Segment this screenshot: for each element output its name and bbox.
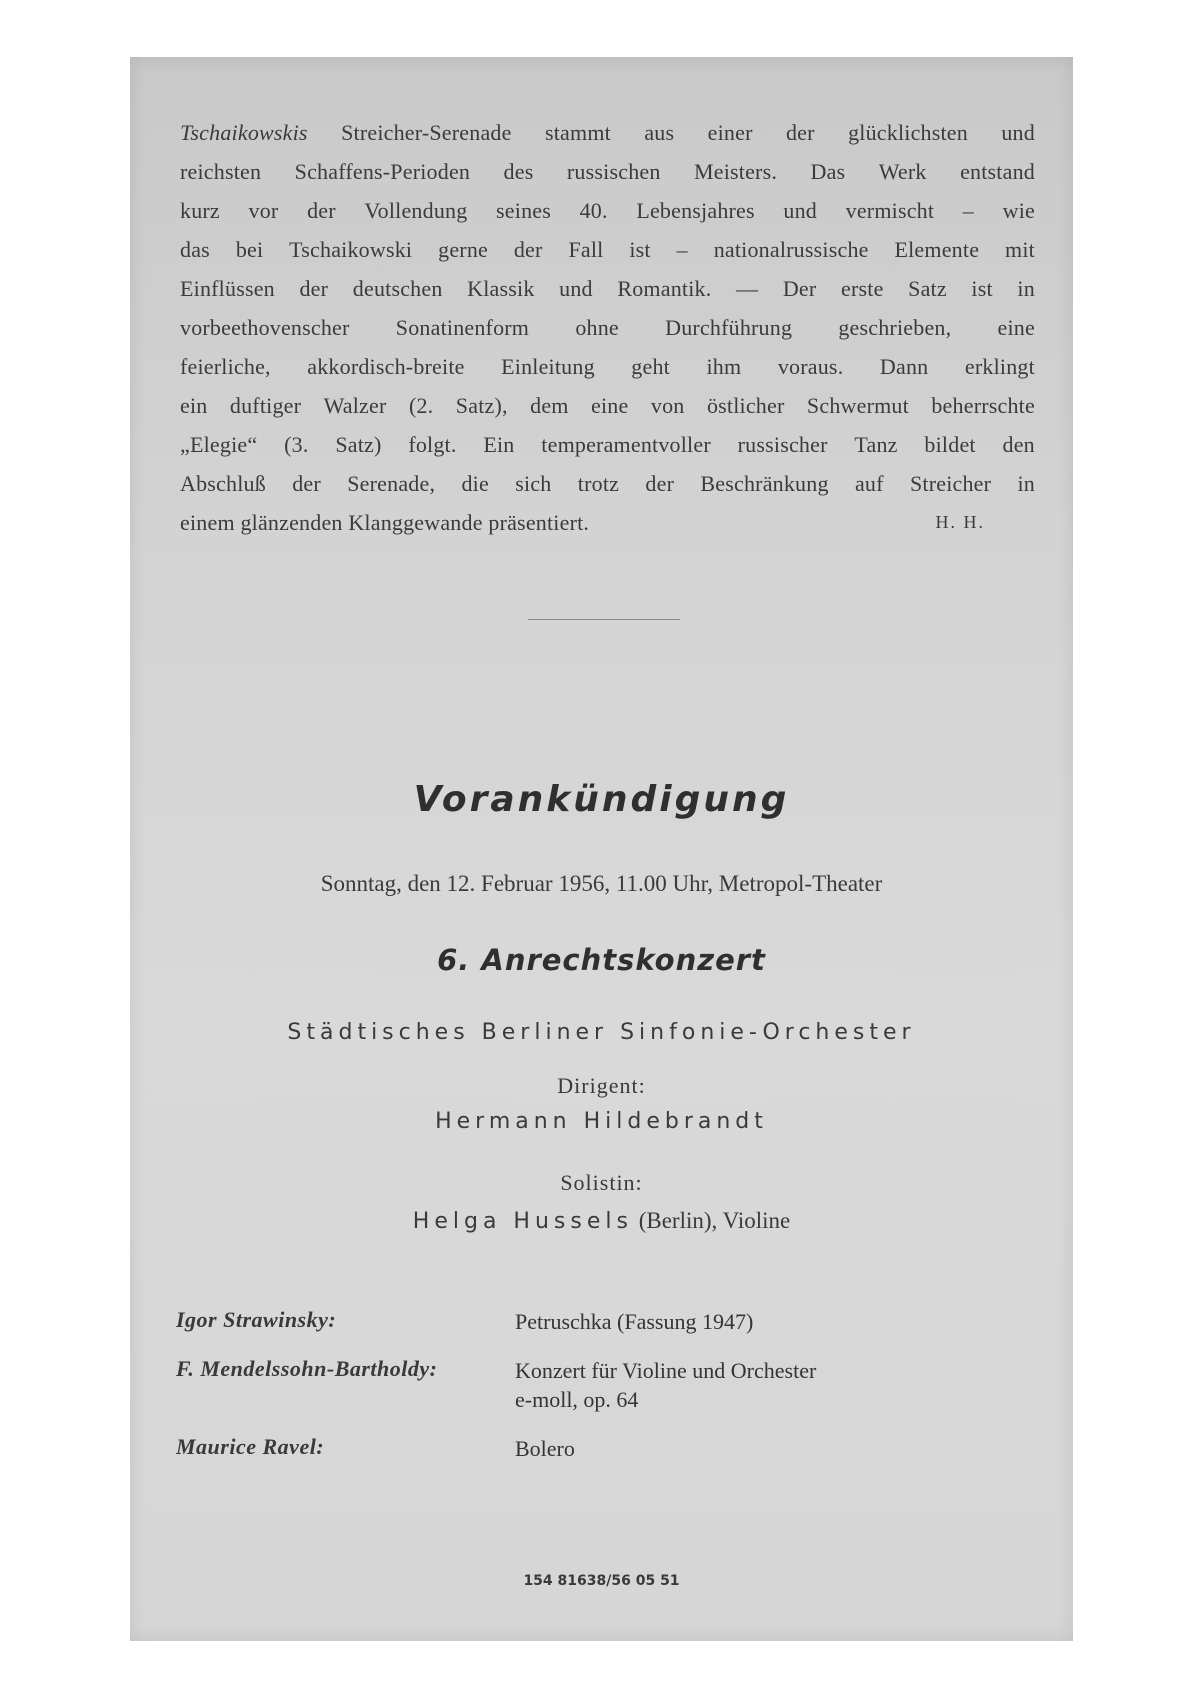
paragraph-word: erste (841, 276, 884, 301)
work-title (515, 1356, 1026, 1414)
paragraph-line (180, 191, 1035, 230)
paragraph-word: Einflüssen (180, 276, 275, 301)
conductor-name: Hermann Hildebrandt (435, 1109, 768, 1134)
paragraph-line (180, 425, 1035, 464)
composer-name: F. Mendelssohn-Bartholdy: (176, 1356, 438, 1381)
work-title-line: e-moll, op. 64 (515, 1387, 639, 1412)
paragraph-word: Walzer (323, 393, 387, 418)
paragraph-word: eine (997, 315, 1035, 340)
paragraph-word: Das (810, 159, 846, 184)
paragraph-word: der (292, 471, 321, 496)
paragraph-word: ein (180, 393, 208, 418)
serenade-description (180, 113, 1035, 542)
paragraph-word: Lebensjahres (636, 198, 755, 223)
author-initials: H. H. (935, 512, 985, 532)
paragraph-word: in (1017, 471, 1035, 496)
paragraph-word: Klassik (467, 276, 535, 301)
paragraph-word: östlicher (706, 393, 785, 418)
composer-name: Igor Strawinsky: (176, 1307, 337, 1332)
paragraph-line (180, 464, 1035, 503)
paragraph-word: erklingt (964, 354, 1035, 379)
paragraph-word: ohne (575, 315, 619, 340)
paragraph-word: Romantik. (617, 276, 712, 301)
paragraph-word: sich (515, 471, 552, 496)
paragraph-word: Satz (908, 276, 947, 301)
paragraph-word: Ein (483, 432, 515, 457)
paragraph-word: seines (496, 198, 551, 223)
paragraph-line (180, 347, 1035, 386)
paragraph-word: vor (248, 198, 279, 223)
print-code: 154 81638/56 05 51 (523, 1573, 680, 1589)
concert-title: 6. Anrechtskonzert (437, 943, 766, 977)
paragraph-word: trotz (577, 471, 620, 496)
paragraph-word: „Elegie“ (180, 432, 258, 457)
conductor-label: Dirigent: (557, 1073, 646, 1098)
paragraph-word: des (503, 159, 534, 184)
paragraph-word: Tschaikowski (289, 237, 413, 262)
paragraph-word: folgt. (408, 432, 457, 457)
paragraph-word: Streicher (909, 471, 992, 496)
paragraph-word: Tanz (854, 432, 898, 457)
work-title-line: Konzert für Violine und Orchester (515, 1358, 817, 1383)
paragraph-word: Dann (879, 354, 929, 379)
paragraph-word: geschrieben, (838, 315, 952, 340)
paragraph-word: Der (782, 276, 817, 301)
paragraph-word: temperamentvoller (541, 432, 711, 457)
paragraph-word: reichsten (180, 159, 262, 184)
paragraph-word: glücklichsten (848, 120, 968, 145)
paragraph-word: einer (707, 120, 753, 145)
program-item (176, 1307, 1026, 1336)
paragraph-word: das (180, 237, 210, 262)
paragraph-word: – (962, 198, 974, 223)
paragraph-word: beherrschte (931, 393, 1035, 418)
paragraph-word: bei (235, 237, 264, 262)
paragraph-line (180, 386, 1035, 425)
paragraph-word: aus (644, 120, 675, 145)
paragraph-word: Durchführung (665, 315, 793, 340)
orchestra-name: Städtisches Berliner Sinfonie-Orchester (287, 1020, 916, 1045)
paragraph-word: von (650, 393, 685, 418)
paragraph-word: die (461, 471, 489, 496)
concert-date-line: Sonntag, den 12. Februar 1956, 11.00 Uhr, Metropol-Theater (320, 871, 883, 896)
paragraph-line (180, 113, 1035, 152)
work-title (515, 1434, 1026, 1463)
paragraph-word: – (676, 237, 688, 262)
paragraph-word: und (1001, 120, 1035, 145)
paragraph-word: Werk (878, 159, 927, 184)
program-list (176, 1307, 1026, 1483)
paragraph-word: den (1002, 432, 1035, 457)
paragraph-line (180, 230, 1035, 269)
paragraph-word: 40. (579, 198, 608, 223)
paragraph-word: in (1017, 276, 1035, 301)
paragraph-word: ist (971, 276, 993, 301)
paragraph-line (180, 152, 1035, 191)
paragraph-word: Einleitung (501, 354, 595, 379)
paragraph-word: voraus. (777, 354, 844, 379)
soloist-name: Helga Hussels (412, 1209, 633, 1234)
paragraph-word: Sonatinenform (395, 315, 530, 340)
paragraph-word: und (559, 276, 593, 301)
paragraph-word: duftiger (229, 393, 302, 418)
paragraph-word: deutschen (352, 276, 443, 301)
paragraph-closing-text: einem glänzenden Klanggewande präsentiert. (180, 510, 590, 535)
paragraph-word: — (736, 276, 759, 301)
paragraph-word: vermischt (845, 198, 935, 223)
program-page (130, 57, 1073, 1641)
paragraph-word: der (513, 237, 543, 262)
paragraph-word: gerne (438, 237, 488, 262)
paragraph-word: nationalrussische (713, 237, 869, 262)
paragraph-word: Satz) (335, 432, 382, 457)
paragraph-word: entstand (960, 159, 1035, 184)
announcement-title: Vorankündigung (413, 779, 790, 820)
paragraph-word: eine (591, 393, 629, 418)
paragraph-word: dem (530, 393, 569, 418)
paragraph-word: und (783, 198, 818, 223)
paragraph-word: der (307, 198, 336, 223)
paragraph-line (180, 269, 1035, 308)
paragraph-word: vorbeethovenscher (180, 315, 350, 340)
program-item (176, 1356, 1026, 1414)
paragraph-word: akkordisch-breite (307, 354, 465, 379)
paragraph-word: feierliche, (180, 354, 271, 379)
paragraph-word: ist (629, 237, 651, 262)
paragraph-word: mit (1005, 237, 1035, 262)
paragraph-word: Abschluß (180, 471, 266, 496)
paragraph-word: Tschaikowskis (180, 120, 308, 145)
paragraph-word: wie (1002, 198, 1035, 223)
section-divider (528, 619, 680, 620)
paragraph-word: ihm (706, 354, 742, 379)
work-title (515, 1307, 1026, 1336)
paragraph-word: (2. (408, 393, 434, 418)
paragraph-word: kurz (180, 198, 220, 223)
work-title-line: Petruschka (Fassung 1947) (515, 1309, 754, 1334)
paragraph-word: Schwermut (806, 393, 909, 418)
paragraph-word: Schaffens-Perioden (294, 159, 471, 184)
paragraph-word: der (299, 276, 329, 301)
paragraph-word: Serenade, (347, 471, 436, 496)
work-title-line: Bolero (515, 1436, 575, 1461)
paragraph-word: Meisters. (693, 159, 778, 184)
paragraph-word: auf (854, 471, 884, 496)
paragraph-word: Satz), (455, 393, 508, 418)
paragraph-word: der (645, 471, 675, 496)
paragraph-word: russischer (737, 432, 828, 457)
program-item (176, 1434, 1026, 1463)
composer-name: Maurice Ravel: (176, 1434, 325, 1459)
paragraph-word: (3. (284, 432, 309, 457)
paragraph-word: Elemente (894, 237, 980, 262)
soloist-origin: (Berlin), Violine (638, 1208, 791, 1233)
paragraph-word: Beschränkung (700, 471, 829, 496)
paragraph-word: der (785, 120, 815, 145)
paragraph-word: stammt (544, 120, 611, 145)
paragraph-line (180, 308, 1035, 347)
paragraph-word: Vollendung (364, 198, 468, 223)
soloist-line (130, 1208, 1073, 1234)
paragraph-word: russischen (566, 159, 661, 184)
paragraph-word: Streicher-Serenade (341, 120, 512, 145)
paragraph-word: geht (631, 354, 670, 379)
paragraph-word: Fall (568, 237, 604, 262)
paragraph-last-line (180, 503, 1035, 542)
paragraph-word: bildet (924, 432, 976, 457)
soloist-label: Solistin: (560, 1170, 643, 1195)
